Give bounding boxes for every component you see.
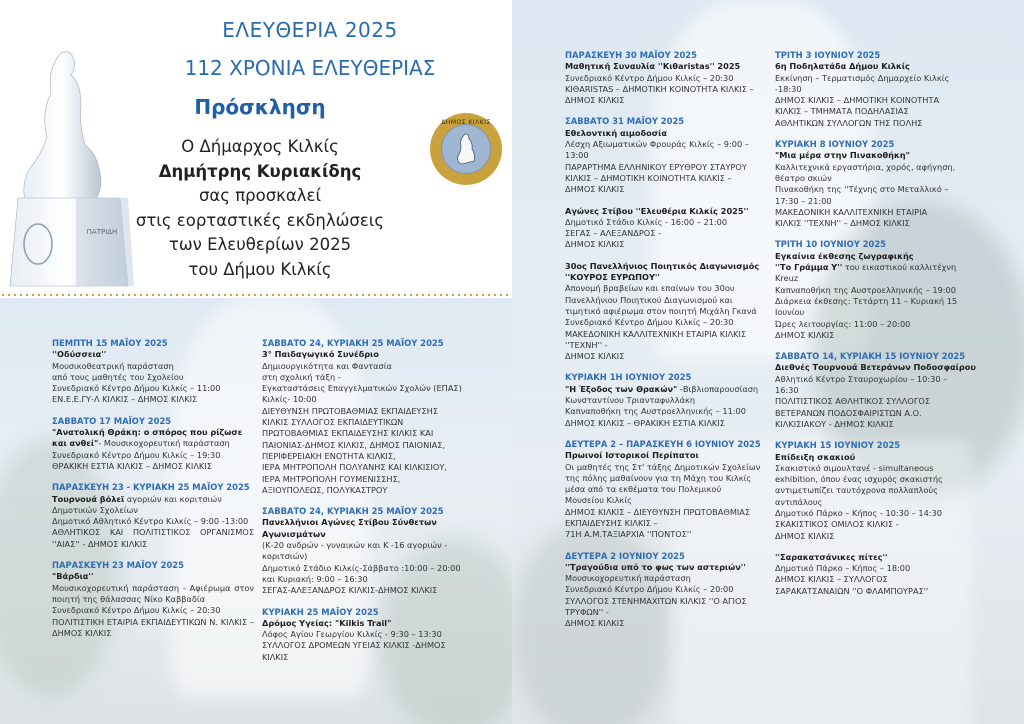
event-detail-line: ΔΗΜΟΣ ΚΙΛΚΙΣ — [775, 530, 835, 541]
event-entry — [262, 506, 464, 596]
event-detail-line: Δημιουργικότητα και Φαντασία — [262, 360, 392, 371]
event-title-line — [52, 427, 254, 450]
event-entry — [565, 551, 765, 630]
event-detail-line: ΣΑΡΑΚΑΤΣΑΝΑΙΩΝ ''Ο ΦΛΑΜΠΟΥΡΑΣ'' — [775, 585, 929, 596]
event-title: ''Οδύσσεια'' — [52, 349, 107, 360]
event-detail-line: Συνεδριακό Κέντρο Δήμου Κιλκίς – 11:00 — [52, 383, 221, 394]
event-date: ΚΥΡΙΑΚΗ 25 ΜΑΪΟΥ 2025 — [262, 606, 379, 617]
event-title: Πανελλήνιοι Αγώνες Στίβου Σύνθετων Αγωνισμάτων — [262, 517, 437, 539]
event-detail-line: ΕΚΠΑΙΔΕΥΣΗΣ ΚΙΛΚΙΣ – — [565, 517, 658, 528]
event-title: Διεθνές Τουρνουά Βετεράνων Ποδοσφαίρου — [775, 362, 976, 373]
event-detail-line: στη σχολική τάξη - — [262, 371, 341, 382]
event-detail-line: -18:30 — [775, 83, 802, 94]
event-detail-line: ΜΑΚΕΔΟΝΙΚΗ ΚΑΛΛΙΤΕΧΝΙΚΗ ΕΤΑΙΡΙΑ ΚΙΛΚΙΣ — [565, 328, 747, 339]
event-detail-line: Ιουνίου — [775, 307, 805, 318]
event-detail-line: ΔΙΕΥΘΥΝΣΗ ΠΡΩΤΟΒΑΘΜΙΑΣ ΕΚΠΑΙΔΕΥΣΗΣ — [262, 405, 438, 416]
event-detail-line: αντιμετωπίζει ταυτόχρονα πολλαπλούς — [775, 485, 938, 496]
invitation-line: των Ελευθερίων 2025 — [168, 235, 352, 254]
event-date: ΠΑΡΑΣΚΕΥΗ 30 ΜΑΪΟΥ 2025 — [565, 50, 697, 60]
event-title-line — [775, 150, 980, 161]
event-title-line — [52, 349, 254, 360]
event-detail-line: ΔΗΜΟΣ ΚΙΛΚΙΣ – ΔΗΜΟΤΙΚΗ ΚΟΙΝΟΤΗΤΑ — [775, 95, 940, 106]
event-detail-line: ΣΚΑΚΙΣΤΙΚΟΣ ΟΜΙΛΟΣ ΚΙΛΚΙΣ - — [775, 519, 899, 530]
event-date: ΤΡΙΤΗ 10 ΙΟΥΝΙΟΥ 2025 — [775, 239, 887, 250]
event-title: "Η Έξοδος των Θρακών" — [565, 383, 678, 394]
invitation-line: Ο Δήμαρχος Κιλκίς — [181, 137, 339, 156]
event-detail-line: 17:30 – 21:00 — [775, 195, 832, 206]
event-detail-line: ΔΗΜΟΣ ΚΙΛΚΙΣ – ΔΙΕΥΘΥΝΣΗ ΠΡΩΤΟΒΑΘΜΙΑΣ — [565, 506, 751, 517]
event-detail-line: Μουσικοχορευτική παράσταση - Αφιέρωμα στον ποιητή της θάλασσας Νίκο Καββαδία — [52, 582, 254, 604]
event-title-suffix: - Μουσικοχορευτική παράσταση — [98, 438, 230, 449]
event-detail-line: Λέσχη Αξιωματικών Φρουράς Κιλκίς – 9:00 – — [565, 139, 749, 150]
event-date: ΣΑΒΒΑΤΟ 31 ΜΑΪΟΥ 2025 — [565, 116, 685, 127]
event-detail-line: ΣΕΓΑΣ – ΑΛΕΞΑΝΔΡΟΣ - — [565, 228, 661, 239]
event-detail-line: ΚΙΛΚΙΣ – ΤΜΗΜΑΤΑ ΠΟΔΗΛΑΣΙΑΣ — [775, 106, 909, 117]
event-title-line — [262, 618, 464, 629]
event-detail-line: Λόφος Αγίου Γεωργίου Κιλκίς - 9:30 – 13:30 — [262, 629, 442, 640]
event-detail-line: θέατρο σκιών — [775, 172, 832, 183]
event-detail-line: Συνεδριακό Κέντρο Δήμου Κιλκίς – 20:00 — [565, 584, 734, 595]
event-entry — [565, 372, 765, 428]
event-date: ΠΑΡΑΣΚΕΥΗ 23 - ΚΥΡΙΑΚΗ 25 ΜΑΪΟΥ 2025 — [52, 482, 250, 493]
event-detail-line: ΘΡΑΚΙΚΗ ΕΣΤΙΑ ΚΙΛΚΙΣ – ΔΗΜΟΣ ΚΙΛΚΙΣ — [52, 460, 212, 471]
event-detail-line: ΔΗΜΟΣ ΚΙΛΚΙΣ – ΘΡΑΚΙΚΗ ΕΣΤΙΑ ΚΙΛΚΙΣ — [565, 417, 725, 428]
event-detail-line: ΜΑΚΕΔΟΝΙΚΗ ΚΑΛΛΙΤΕΧΝΙΚΗ ΕΤΑΙΡΙΑ — [775, 206, 928, 217]
event-entry — [775, 239, 980, 341]
event-date: ΠΕΜΠΤΗ 15 ΜΑΪΟΥ 2025 — [52, 338, 168, 348]
event-entry — [565, 116, 765, 195]
event-detail-line: 16:30 — [775, 385, 799, 396]
municipality-seal — [430, 113, 502, 185]
invitation-heading: Πρόσκληση — [194, 95, 326, 119]
event-detail-line: ΠΕΡΙΦΕΡΕΙΑΚΗ ΕΝΟΤΗΤΑ ΚΙΛΚΙΣ, — [262, 450, 396, 461]
event-date: ΔΕΥΤΕΡΑ 2 ΙΟΥΝΙΟΥ 2025 — [565, 550, 685, 561]
event-detail-line: Διάρκεια έκθεσης: Τετάρτη 11 – Κυριακή 15 — [775, 295, 958, 306]
event-detail-line: Εγκαταστάσεις Επαγγελματικών Σχολών (ΕΠΑΣ) — [262, 383, 462, 394]
event-detail-line: ΑΘΛΗΤΙΚΩΝ ΣΥΛΛΟΓΩΝ ΤΗΣ ΠΟΛΗΣ — [775, 117, 923, 128]
event-detail-line: Δημοτικό Αθλητικό Κέντρο Κιλκίς – 9:00 -13:00 — [52, 516, 249, 527]
invitation-line: στις εορταστικές εκδηλώσεις — [135, 210, 385, 230]
event-entry — [262, 607, 464, 663]
event-title-line — [262, 349, 464, 360]
seal-text: ΔΗΜΟΣ ΚΙΛΚΙΣ — [441, 119, 491, 126]
event-title: ΕΛΕΥΘΕΡΙΑ 2025 — [222, 18, 398, 42]
event-detail-line: Κωνσταντίνου Τριανταφυλλάκη — [565, 395, 696, 406]
events-column-1 — [52, 338, 254, 649]
event-title: 3° Παιδαγωγικό Συνέδριο — [262, 349, 379, 360]
event-detail-line: Kreuz — [775, 273, 799, 284]
event-date: ΣΑΒΒΑΤΟ 24, ΚΥΡΙΑΚΗ 25 ΜΑΪΟΥ 2025 — [262, 338, 444, 348]
event-date: ΣΑΒΒΑΤΟ 17 ΜΑΪΟΥ 2025 — [52, 415, 172, 426]
event-entry — [565, 439, 765, 541]
event-title-line — [565, 206, 765, 217]
event-title: Μαθητική Συναυλία ''Κιθaristas'' 2025 — [565, 61, 741, 72]
event-detail-line: ΠΡΩΤΟΒΑΘΜΙΑΣ ΕΚΠΑΙΔΕΥΣΗΣ ΚΙΛΚΙΣ ΚΑΙ — [262, 428, 434, 439]
event-title-line — [262, 517, 464, 540]
event-detail-line: Συνεδριακό Κέντρο Δήμου Κιλκίς – 20:30 — [565, 317, 734, 328]
event-detail-line: και Κυριακή: 9:00 – 16:30 — [262, 573, 368, 584]
event-detail-line: Συνεδριακό Κέντρο Δήμου Κιλκίς – 20:30 — [565, 72, 734, 83]
event-detail-line: ''ΤΕΧΝΗ'' - — [565, 339, 608, 350]
event-detail-line: ΙΕΡΑ ΜΗΤΡΟΠΟΛΗ ΓΟΥΜΕΝΙΣΣΗΣ, — [262, 473, 401, 484]
event-detail-line: Οι μαθητές της Στ' τάξης Δημοτικών Σχολείων — [565, 461, 761, 472]
event-entry — [52, 560, 254, 639]
event-detail-line: ΔΗΜΟΣ ΚΙΛΚΙΣ — [565, 95, 625, 106]
events-column-2 — [262, 338, 464, 673]
event-title-suffix: του εικαστικού καλλιτέχνη — [842, 262, 957, 273]
event-title-line — [565, 61, 765, 72]
event-title-line — [775, 362, 980, 373]
event-detail-line: ΤΡΥΦΩΝ'' - — [565, 607, 609, 618]
event-detail-line: exhibition, όπου ένας ισχυρός σκακιστής — [775, 474, 943, 485]
invitation-body — [115, 135, 405, 282]
event-detail-line: ΠΟΛΙΤΙΣΤΙΚΟΣ ΑΘΛΗΤΙΚΟΣ ΣΥΛΛΟΓΟΣ — [775, 396, 931, 407]
event-entry — [775, 552, 980, 597]
event-detail-line: μέσα από τα εκθέματα του Πολεμικού — [565, 484, 722, 495]
event-detail-line: ΔΗΜΟΣ ΚΙΛΚΙΣ — [565, 618, 625, 629]
event-title: 30ος Πανελλήνιος Ποιητικός Διαγωνισμός ''ΚΟΥΡΟΣ ΕΥΡΩΠΟΥ'' — [565, 260, 760, 283]
event-detail-line: Δημοτικό Στάδιο Κιλκίς - 16:00 – 21:00 — [565, 216, 728, 227]
invitation-line: σας προσκαλεί — [198, 186, 322, 205]
event-detail-line: Μουσείου Κιλκίς — [565, 495, 632, 506]
event-detail-line: 71Η Α.Μ.ΤΑΞΙΑΡΧΙΑ ''ΠΟΝΤΟΣ'' — [565, 529, 692, 540]
event-detail-line: Καπναποθήκη της Αυστροελληνικής – 11:00 — [565, 406, 746, 417]
event-detail-line: Πανελλήνιου Ποιητικού Διαγωνισμού και — [565, 294, 733, 305]
event-detail-line: Μουσικοχορευτική παράσταση — [565, 573, 691, 584]
event-detail-line: ΚΙΛΚΙΣ – ΔΗΜΟΤΙΚΗ ΚΟΙΝΟΤΗΤΑ ΚΙΛΚΙΣ – — [565, 172, 732, 183]
event-title: ''Σαρακατσάνικες πίτες'' — [775, 551, 888, 562]
event-detail-line: ΔΗΜΟΣ ΚΙΛΚΙΣ — [775, 329, 835, 340]
event-title-suffix: αγοριών και κοριτσιών Δημοτικών Σχολείων — [52, 493, 222, 515]
mayor-name: Δημήτρης Κυριακίδης — [158, 161, 362, 181]
event-title: ''Τραγούδια υπό το φως των αστεριών'' — [565, 561, 746, 572]
event-entry — [262, 338, 464, 496]
event-detail-line: Καλλιτεχνικά εργαστήρια, χορός, αφήγηση, — [775, 161, 956, 172]
event-detail-line: (Κ-20 ανδρών - γυναικών και Κ -16 αγοριών - κοριτσιών) — [262, 540, 448, 562]
event-detail-line: ΔΗΜΟΣ ΚΙΛΚΙΣ – ΣΥΛΛΟΓΟΣ — [775, 574, 888, 585]
event-detail-line: Ώρες λειτουργίας: 11:00 – 20:00 — [775, 318, 911, 329]
event-detail-line: ΒΕΤΕΡΑΝΩΝ ΠΟΔΟΣΦΑΙΡΙΣΤΩΝ Α.Ο. — [775, 407, 922, 418]
event-title-line — [52, 571, 254, 582]
event-detail-line: από τους μαθητές του Σχολείου — [52, 371, 184, 382]
event-detail-line: Καπναποθήκη της Αυστροελληνικής – 19:00 — [775, 284, 956, 295]
event-title: "Ανατολική Θράκη: ο σπόρος που ρίζωσε και ανθεί" — [52, 427, 243, 449]
event-detail-line: Συνεδριακό Κέντρο Δήμου Κιλκίς – 19:30 — [52, 449, 221, 460]
event-detail-line: ΚΙΘARISTAS – ΔΗΜΟΤΙΚΗ ΚΟΙΝΟΤΗΤΑ ΚΙΛΚΙΣ – — [565, 83, 754, 94]
event-detail-line: ΠΑΡΑΡΤΗΜΑ ΕΛΛΗΝΙΚΟΥ ΕΡΥΘΡΟΥ ΣΤΑΥΡΟΥ — [565, 161, 747, 172]
invitation-line: του Δήμου Κιλκίς — [188, 259, 332, 279]
event-detail-line: αντιπάλους — [775, 496, 823, 507]
event-title: Πρωινοί Ιστορικοί Περίπατοι — [565, 450, 699, 461]
event-title: Επίδειξη σκακιού — [775, 451, 856, 462]
event-detail-line: ΚΙΛΚΙΣΙΑΚΟΥ - ΔΗΜΟΣ ΚΙΛΚΙΣ — [775, 418, 894, 429]
event-detail-line: τιμητικό αφιέρωμα στον ποιητή Μιχάλη Γκανά — [565, 305, 757, 316]
event-title-line — [775, 452, 980, 463]
event-entry — [52, 482, 254, 550]
event-title-line — [775, 262, 980, 273]
event-date: ΚΥΡΙΑΚΗ 8 ΙΟΥΝΙΟΥ 2025 — [775, 139, 895, 150]
event-entry — [775, 139, 980, 229]
event-detail-line: Εκκίνηση – Τερματισμός Δημαρχείο Κιλκίς — [775, 72, 950, 83]
event-detail-line: ΑΘΛΗΤΙΚΟΣ ΚΑΙ ΠΟΛΙΤΙΣΤΙΚΟΣ ΟΡΓΑΝΙΣΜΟΣ ''ΑΙΑΣ'' - ΔΗΜΟΣ ΚΙΛΚΙΣ — [52, 527, 254, 549]
event-date: ΔΕΥΤΕΡΑ 2 – ΠΑΡΑΣΚΕΥΗ 6 ΙΟΥΝΙΟΥ 2025 — [565, 438, 761, 449]
event-subtitle: ''Το Γράμμα Υ'' — [775, 262, 843, 273]
events-column-4 — [775, 50, 980, 607]
event-date: ΤΡΙΤΗ 3 ΙΟΥΝΙΟΥ 2025 — [775, 50, 881, 60]
event-entry — [565, 261, 765, 363]
event-detail-line: ΙΕΡΑ ΜΗΤΡΟΠΟΛΗ ΠΟΛΥΑΝΗΣ ΚΑΙ ΚΙΛΚΙΣΙΟΥ, — [262, 462, 447, 473]
event-title: "Βάρδια'' — [52, 571, 94, 582]
event-detail-line: Πινακοθήκη της ''Τέχνης στο Μεταλλικό – — [775, 184, 949, 195]
event-detail-line: ΣΕΓΑΣ-ΑΛΕΞΑΝΔΡΟΣ ΚΙΛΚΙΣ-ΔΗΜΟΣ ΚΙΛΚΙΣ — [262, 585, 438, 596]
event-entry — [52, 416, 254, 472]
events-column-3 — [565, 50, 765, 640]
event-date: ΠΑΡΑΣΚΕΥΗ 23 ΜΑΪΟΥ 2025 — [52, 560, 184, 571]
event-detail-line: Απονομή βραβείων και επαίνων του 30ου — [565, 283, 735, 294]
event-title-line — [775, 251, 980, 262]
event-detail-line: Συνεδριακό Κέντρο Δήμου Κιλκίς – 20:30 — [52, 605, 221, 616]
event-title-line — [52, 494, 254, 517]
event-subtitle: 112 ΧΡΟΝΙΑ ΕΛΕΥΘΕΡΙΑΣ — [184, 56, 436, 80]
event-detail-line: ΔΗΜΟΣ ΚΙΛΚΙΣ — [565, 351, 625, 362]
event-detail-line: της πόλης μαθαίνουν για τη Μάχη του Κιλκίς — [565, 472, 752, 483]
event-title: 6η Ποδηλατάδα Δήμου Κιλκίς — [775, 61, 910, 72]
event-title-line — [775, 552, 980, 563]
event-detail-line: ΚΙΛΚΙΣ ΣΥΛΛΟΓΟΣ ΕΚΠΑΙΔΕΥΤΙΚΩΝ — [262, 417, 404, 428]
event-title: "Μια μέρα στην Πινακοθήκη" — [775, 150, 910, 161]
event-date: ΣΑΒΒΑΤΟ 14, ΚΥΡΙΑΚΗ 15 ΙΟΥΝΙΟΥ 2025 — [775, 351, 966, 362]
event-detail-line: 13:00 — [565, 150, 589, 161]
event-entry — [565, 50, 765, 106]
event-detail-line: ΔΗΜΟΣ ΚΙΛΚΙΣ — [565, 239, 625, 250]
event-detail-line: Κιλκίς- 10:00 — [262, 394, 317, 405]
event-detail-line: ΣΥΛΛΟΓΟΣ ΣΤΕΝΗΜΑΧΙΤΩΝ ΚΙΛΚΙΣ ''Ο ΑΓΙΟΣ — [565, 595, 747, 606]
event-title-line — [565, 562, 765, 573]
event-entry — [565, 206, 765, 251]
event-entry — [775, 440, 980, 542]
event-detail-line: ΑΞΙΟΥΠΟΛΕΩΣ, ΠΟΛΥΚΑΣΤΡΟΥ — [262, 484, 388, 495]
event-date: ΚΥΡΙΑΚΗ 1Η ΙΟΥΝΙΟΥ 2025 — [565, 372, 692, 383]
event-title: Εγκαίνια έκθεσης ζωγραφικής — [775, 250, 914, 261]
event-entry — [775, 50, 980, 129]
event-detail-line: Δημοτικό Πάρκο – Κήπος - 10:30 – 14:30 — [775, 507, 942, 518]
seal-emblem-icon — [441, 124, 491, 174]
event-title-suffix: -Βιβλιοπαρουσίαση — [677, 383, 759, 394]
event-title-line — [565, 128, 765, 139]
event-title-line — [565, 384, 765, 395]
event-detail-line: ΠΑΙΟΝΙΑΣ-ΔΗΜΟΣ ΚΙΛΚΙΣ, ΔΗΜΟΣ ΠΑΙΟΝΙΑΣ, — [262, 439, 446, 450]
event-detail-line: ΚΙΛΚΙΣ ''ΤΕΧΝΗ'' – ΔΗΜΟΣ ΚΙΛΚΙΣ — [775, 218, 910, 229]
event-detail-line: Μουσικοθεατρική παράσταση — [52, 360, 174, 371]
event-title: Αγώνες Στίβου ''Ελευθέρια Κιλκίς 2025'' — [565, 205, 749, 216]
event-entry — [775, 351, 980, 430]
event-title: Δρόμος Υγείας: "Kilkis Trail" — [262, 617, 392, 628]
right-page — [512, 0, 1024, 724]
event-detail-line: Δημοτικό Πάρκο – Κήπος – 18:00 — [775, 563, 911, 574]
event-title-line — [775, 61, 980, 72]
event-detail-line: Αθλητικό Κέντρο Σταυροχωρίου – 10:30 – — [775, 373, 948, 384]
event-detail-line: ΣΥΛΛΟΓΟΣ ΔΡΟΜΕΩΝ ΥΓΕΙΑΣ ΚΙΛΚΙΣ -ΔΗΜΟΣ ΚΙΛΚΙΣ — [262, 640, 446, 662]
event-title: Εθελοντική αιμοδοσία — [565, 127, 667, 138]
event-detail-line: Δημοτικό Στάδιο Κιλκίς-Σάββατο :10:00 – 20:00 — [262, 562, 461, 573]
event-detail-line: Σκακιστικό σιμουλτανέ - simultaneous — [775, 462, 934, 473]
event-title: Τουρνουά βόλεϊ — [52, 493, 125, 504]
event-date: ΚΥΡΙΑΚΗ 15 ΙΟΥΝΙΟΥ 2025 — [775, 440, 901, 451]
event-entry — [52, 338, 254, 406]
event-detail-line: ΕΝ.Ε.Ε.ΓΥ-Λ ΚΙΛΚΙΣ – ΔΗΜΟΣ ΚΙΛΚΙΣ — [52, 394, 198, 405]
event-detail-line: ΠΟΛΙΤΙΣΤΙΚΗ ΕΤΑΙΡΙΑ ΕΚΠΑΙΔΕΥΤΙΚΩΝ Ν. ΚΙΛΚΙΣ – ΔΗΜΟΣ ΚΙΛΚΙΣ — [52, 616, 254, 638]
event-date: ΣΑΒΒΑΤΟ 24, ΚΥΡΙΑΚΗ 25 ΜΑΪΟΥ 2025 — [262, 506, 444, 517]
statue-inscription: ΠΑΤΡΙΔΗ — [86, 228, 118, 236]
gold-dotted-divider — [0, 293, 512, 297]
event-title-line — [565, 450, 765, 461]
event-detail-line: ΔΗΜΟΣ ΚΙΛΚΙΣ — [565, 184, 625, 195]
event-title-line — [565, 261, 765, 284]
